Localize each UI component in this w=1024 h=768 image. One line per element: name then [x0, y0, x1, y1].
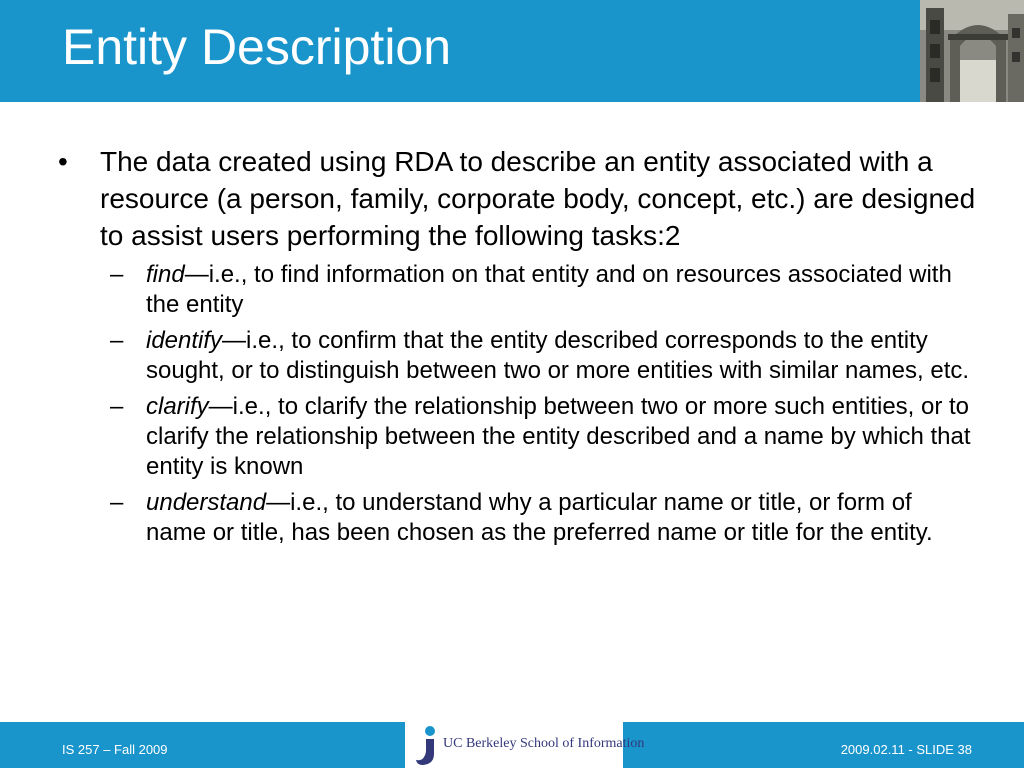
- sub-bullet-marker: –: [110, 393, 124, 420]
- main-bullet-text: The data created using RDA to describe an entity associated with a resource (a person, family, corporate body, concept, etc.) are designed to assist users performing the following tasks:2: [100, 146, 976, 251]
- task-description: —i.e., to find information on that entity and on resources associated with the entity: [146, 261, 952, 318]
- task-term: understand: [146, 489, 267, 516]
- slide-content: [58, 143, 978, 554]
- task-item-understand: [108, 488, 978, 548]
- task-item-find: [108, 260, 978, 320]
- task-term: identify: [146, 327, 223, 354]
- task-term: find: [146, 261, 185, 288]
- task-term: clarify: [146, 393, 209, 420]
- task-description: —i.e., to confirm that the entity described corresponds to the entity sought, or to distinguish between two or more entities with similar names, etc.: [146, 327, 970, 384]
- footer-slide-info: 2009.02.11 - SLIDE 38: [840, 742, 972, 757]
- main-bullet: [58, 143, 978, 254]
- task-item-clarify: [108, 392, 978, 482]
- bullet-marker: •: [58, 146, 68, 177]
- task-item-identify: [108, 326, 978, 386]
- school-logo-text: UC Berkeley School of Information: [443, 736, 645, 751]
- building-photo-icon: [920, 0, 1024, 102]
- task-list: [58, 260, 978, 548]
- slide-title: Entity Description: [62, 19, 452, 75]
- school-logo: [405, 722, 645, 768]
- footer-course: IS 257 – Fall 2009: [62, 742, 168, 757]
- sub-bullet-marker: –: [110, 261, 124, 288]
- information-logo-icon: [413, 724, 439, 766]
- task-description: —i.e., to understand why a particular name or title, or form of name or title, has been chosen as the preferred name or title for the entity.: [146, 489, 933, 546]
- task-description: —i.e., to clarify the relationship between two or more such entities, or to clarify the relationship between the entity described and a name by which that entity is known: [146, 393, 971, 480]
- sub-bullet-marker: –: [110, 327, 124, 354]
- sub-bullet-marker: –: [110, 489, 124, 516]
